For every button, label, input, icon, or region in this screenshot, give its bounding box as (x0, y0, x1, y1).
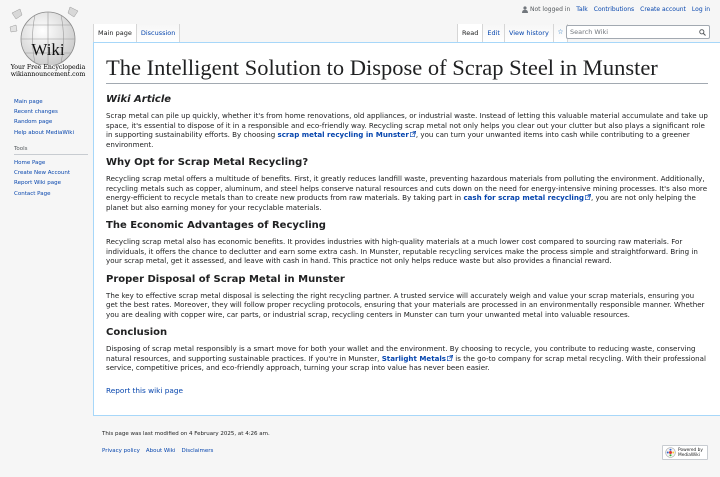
scrap-recycling-munster-link[interactable]: scrap metal recycling in Munster (277, 130, 415, 139)
not-logged-in: Not logged in (522, 6, 570, 13)
tab-edit[interactable]: Edit (483, 24, 505, 42)
cash-for-scrap-link[interactable]: cash for scrap metal recycling (463, 193, 591, 202)
sidebar-item-create-account[interactable]: Create New Account (14, 170, 70, 177)
disclaimers-link[interactable]: Disclaimers (181, 448, 214, 454)
sidebar-item-recent-changes[interactable]: Recent changes (14, 109, 58, 116)
heading-conclusion: Conclusion (106, 327, 168, 338)
page-title: The Intelligent Solution to Dispose of Scrap Steel in Munster (106, 53, 708, 84)
powered-by-mediawiki-badge[interactable] (662, 445, 708, 460)
site-logo[interactable] (7, 3, 89, 85)
paragraph-why: Recycling scrap metal offers a multitude of benefits. First, it greatly reduces landfill waste, preventing hazardous materials from polluting the environment. Additionally, recycling metals such as copper, aluminum, and steel helps conserve natural resources and cuts down on the need for energy-intensive mining processes. It's also more energy-efficient to recycle metals than to create new products from raw materials. By taking part in cash for scrap metal recycling , you are not only helping the planet but also earning money for your recyclable materials. (106, 174, 708, 212)
powered-by-label: Powered by (678, 447, 703, 453)
tab-discussion[interactable]: Discussion (137, 24, 181, 42)
search-button[interactable] (695, 26, 709, 38)
logo-tagline: Your Free Encyclopedia (10, 64, 86, 71)
article-subtitle: Wiki Article (106, 94, 172, 105)
view-tabs (457, 24, 568, 42)
sidebar-item-report-page[interactable]: Report Wiki page (14, 180, 62, 187)
sidebar-item-random-page[interactable]: Random page (14, 119, 53, 126)
tools-heading: Tools (14, 146, 88, 155)
paragraph-intro: Scrap metal can pile up quickly, whether it's from home renovations, old appliances, or industrial waste. Instead of letting this valuable material accumulate and take up space, it's essential to dispose of it in a responsible and eco-friendly way. Recycling scrap metal not only helps you clear out your clutter but also plays a significant role in supporting sustainability efforts. By choosing scrap metal recycling in Munster , you can turn your unwanted items into cash while contributing to a greener environment. (106, 111, 708, 149)
starlight-metals-link[interactable]: Starlight Metals (382, 354, 453, 363)
heading-why: Why Opt for Scrap Metal Recycling? (106, 157, 309, 168)
last-modified: This page was last modified on 4 February 2025, at 4:26 am. (102, 431, 270, 437)
namespace-tabs (93, 24, 180, 42)
heading-economic: The Economic Advantages of Recycling (106, 220, 326, 231)
user-icon (522, 6, 528, 13)
sidebar-tools (14, 146, 88, 199)
tab-view-history[interactable]: View history (505, 24, 554, 42)
search-input[interactable] (567, 28, 695, 36)
mediawiki-label: MediaWiki (678, 452, 700, 458)
search-icon (699, 29, 706, 36)
star-icon (558, 27, 563, 36)
footer-links (102, 448, 213, 454)
sidebar-navigation (14, 97, 74, 138)
tab-main-page[interactable]: Main page (93, 24, 137, 42)
report-wiki-page-link[interactable]: Report this wiki page (106, 385, 183, 395)
tab-read[interactable]: Read (457, 24, 483, 42)
logo-word: Wiki (31, 40, 65, 59)
sidebar-item-main-page[interactable]: Main page (14, 99, 43, 105)
personal-tools (522, 6, 710, 13)
sidebar-item-help[interactable]: Help about MediaWiki (14, 129, 74, 136)
paragraph-conclusion: Disposing of scrap metal responsibly is a smart move for both your wallet and the environment. By choosing to recycle, you contribute to reducing waste, conserving natural resources, and supporting sustainable practices. If you're in Munster, Starlight Metals is the go-to company for scrap metal recycling. With their professional service, competitive prices, and eco-friendly approach, turning your scrap into value has never been easier. (106, 344, 706, 372)
paragraph-proper-disposal: The key to effective scrap metal disposal is selecting the right recycling partner. A trusted service will accurately weigh and value your scrap materials, ensuring you get the best rates. Moreover, they will follow proper recycling protocols, ensuring that your materials are processed in an environmentally responsible manner. Whether you are dealing with copper wire, car parts, or industrial scrap, recycling centers in Munster can turn your unwanted metal into valuable resources. (106, 290, 705, 319)
puzzle-globe-icon (8, 3, 88, 65)
search-box (566, 25, 710, 39)
article-content (93, 42, 720, 416)
logo-domain: wikiannouncement.com (10, 70, 86, 78)
privacy-policy-link[interactable]: Privacy policy (102, 448, 140, 454)
contributions-link[interactable]: Contributions (593, 6, 635, 13)
about-wiki-link[interactable]: About Wiki (145, 448, 176, 454)
paragraph-economic: Recycling scrap metal also has economic benefits. It provides industries with high-quality materials at a much lower cost compared to sourcing raw materials. For individuals, it offers the chance to declutter and earn some extra cash. In Munster, reputable recycling services make the process simple and straightforward. Bring in your scrap metal, get it assessed, and leave with cash in hand. This practice not only helps reduce waste but also provides a financial reward. (106, 237, 698, 265)
talk-link[interactable]: Talk (576, 6, 588, 13)
heading-proper-disposal: Proper Disposal of Scrap Metal in Munster (106, 273, 345, 285)
sidebar-item-home-page[interactable]: Home Page (14, 160, 46, 166)
sidebar-item-contact-page[interactable]: Contact Page (14, 190, 51, 197)
create-account-link[interactable]: Create account (640, 6, 686, 13)
mediawiki-flower-icon (665, 447, 676, 458)
log-in-link[interactable]: Log in (691, 6, 710, 13)
